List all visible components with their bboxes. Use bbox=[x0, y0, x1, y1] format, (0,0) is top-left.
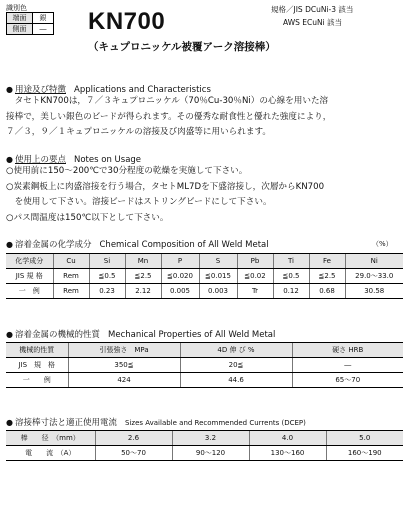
text-line: ○パス間温度は150℃以下として下さい。 bbox=[6, 212, 169, 223]
table-cell: ≦2.5 bbox=[125, 269, 161, 284]
text-line: ○使用前に150～200℃で30分程度の乾燥を実施して下さい。 bbox=[6, 166, 248, 176]
header-cell: Mn bbox=[125, 254, 161, 269]
header-cell: Ti bbox=[273, 254, 309, 269]
applications-text bbox=[6, 94, 404, 141]
table-row bbox=[6, 358, 403, 373]
table-cell: 0.003 bbox=[199, 284, 237, 299]
table-cell: 0.68 bbox=[309, 284, 345, 299]
table-cell: Rem bbox=[53, 284, 89, 299]
sizes-heading-ja: 溶接棒寸法と適正使用電流 bbox=[14, 418, 117, 428]
table-header-row bbox=[6, 254, 403, 269]
table-cell: 2.12 bbox=[125, 284, 161, 299]
chemical-heading bbox=[6, 238, 269, 250]
table-cell: JIS 規 格 bbox=[6, 269, 53, 284]
usage-text bbox=[6, 164, 404, 226]
header-cell: Si bbox=[89, 254, 125, 269]
mechanical-table bbox=[6, 342, 403, 388]
header-cell: 機械的性質 bbox=[6, 343, 68, 358]
header-cell: 引張強さ MPa bbox=[68, 343, 180, 358]
applications-heading-en: Applications and Characteristics bbox=[74, 85, 211, 95]
table-cell: JIS 規 格 bbox=[6, 358, 68, 373]
sizes-heading-en: Sizes Available and Recommended Currents (DCEP) bbox=[125, 419, 306, 427]
usage-heading-en: Notes on Usage bbox=[74, 155, 142, 165]
table-cell: 一 例 bbox=[6, 284, 53, 299]
identification-key: 側面 bbox=[7, 24, 33, 35]
chemical-table bbox=[6, 253, 403, 299]
spec-jis: 規格／JIS DCuNi-3 該当 bbox=[271, 5, 354, 14]
table-header-row bbox=[6, 431, 403, 446]
product-name: KN700 bbox=[88, 8, 166, 35]
identification-value: 銀 bbox=[33, 13, 54, 24]
table-cell: 20≦ bbox=[180, 358, 292, 373]
table-row bbox=[6, 269, 403, 284]
table-cell: 350≦ bbox=[68, 358, 180, 373]
identification-row bbox=[7, 24, 54, 35]
bullet-icon: ● bbox=[6, 418, 13, 427]
sizes-table bbox=[6, 430, 403, 461]
table-cell: 65～70 bbox=[292, 373, 403, 388]
table-cell: ≦0.015 bbox=[199, 269, 237, 284]
header-cell: Cu bbox=[53, 254, 89, 269]
bullet-icon: ● bbox=[6, 155, 13, 164]
table-row bbox=[6, 284, 403, 299]
table-cell: 30.58 bbox=[345, 284, 403, 299]
identification-key: 端面 bbox=[7, 13, 33, 24]
table-cell: ― bbox=[292, 358, 403, 373]
chemical-heading-en: Chemical Composition of All Weld Metal bbox=[99, 240, 269, 250]
header-cell: 棒 径 （mm） bbox=[6, 431, 95, 446]
bullet-icon: ● bbox=[6, 85, 13, 94]
table-cell: 44.6 bbox=[180, 373, 292, 388]
header-cell: S bbox=[199, 254, 237, 269]
table-cell: ≦0.5 bbox=[89, 269, 125, 284]
table-cell: 一 例 bbox=[6, 373, 68, 388]
header-cell: 5.0 bbox=[326, 431, 403, 446]
chemical-heading-ja: 溶着金属の化学成分 bbox=[14, 240, 92, 250]
text-line: ７／３，９／１キュプロニッケルの溶接及び肉盛等に用いられます。 bbox=[6, 127, 271, 137]
identification-table bbox=[6, 12, 54, 35]
bullet-icon: ● bbox=[6, 240, 13, 249]
chemical-unit: （%） bbox=[372, 240, 393, 248]
sizes-heading bbox=[6, 416, 306, 428]
table-cell: 0.005 bbox=[161, 284, 199, 299]
table-cell: ≦2.5 bbox=[309, 269, 345, 284]
mechanical-heading-ja: 溶着金属の機械的性質 bbox=[14, 330, 100, 340]
text-line: ○炭素鋼板上に肉盛溶接を行う場合，タセトML7Dを下盛溶接し，次層からKN700 bbox=[6, 181, 325, 192]
header-cell: Ni bbox=[345, 254, 403, 269]
table-cell: 424 bbox=[68, 373, 180, 388]
table-cell: ≦0.02 bbox=[237, 269, 273, 284]
identification-value: ― bbox=[33, 24, 54, 35]
table-cell: 160～190 bbox=[326, 446, 403, 461]
header-cell: 3.2 bbox=[172, 431, 249, 446]
table-cell: ≦0.020 bbox=[161, 269, 199, 284]
header-cell: 2.6 bbox=[95, 431, 172, 446]
table-cell: 50～70 bbox=[95, 446, 172, 461]
table-header-row bbox=[6, 343, 403, 358]
text-line: を使用して下さい。溶接ビードはストリングビードにして下さい。 bbox=[6, 197, 272, 207]
mechanical-heading-en: Mechanical Properties of All Weld Metal bbox=[108, 330, 276, 340]
usage-heading-ja: 使用上の要点 bbox=[14, 155, 66, 165]
table-cell: ≦0.5 bbox=[273, 269, 309, 284]
header-cell: 硬さ HRB bbox=[292, 343, 403, 358]
header-cell: 4.0 bbox=[249, 431, 326, 446]
identification-title: 識別色 bbox=[6, 4, 27, 12]
bullet-icon: ● bbox=[6, 330, 13, 339]
table-cell: Tr bbox=[237, 284, 273, 299]
header-cell: 4D 伸 び % bbox=[180, 343, 292, 358]
applications-heading-ja: 用途及び特徴 bbox=[14, 85, 66, 95]
table-cell: Rem bbox=[53, 269, 89, 284]
header-cell: Pb bbox=[237, 254, 273, 269]
header-cell: P bbox=[161, 254, 199, 269]
product-subtitle: （キュプロニッケル被覆アーク溶接棒） bbox=[88, 41, 276, 53]
text-line: タセトKN700は，７／３キュプロニッケル（70％Cu-30％Ni）の心線を用いた溶 bbox=[6, 96, 329, 106]
table-cell: 130～160 bbox=[249, 446, 326, 461]
mechanical-heading bbox=[6, 328, 275, 340]
header-cell: Fe bbox=[309, 254, 345, 269]
table-cell: 0.23 bbox=[89, 284, 125, 299]
table-cell: 29.0～33.0 bbox=[345, 269, 403, 284]
table-cell: 90～120 bbox=[172, 446, 249, 461]
identification-row bbox=[7, 13, 54, 24]
table-row bbox=[6, 446, 403, 461]
table-row bbox=[6, 373, 403, 388]
spec-aws: AWS ECuNi 該当 bbox=[283, 18, 343, 27]
header-cell: 化学成分 bbox=[6, 254, 53, 269]
table-cell: 0.12 bbox=[273, 284, 309, 299]
table-cell: 電 流 （A） bbox=[6, 446, 95, 461]
text-line: 接棒で，美しい銀色のビードが得られます。その優秀な耐食性と優れた強度により， bbox=[6, 111, 332, 122]
